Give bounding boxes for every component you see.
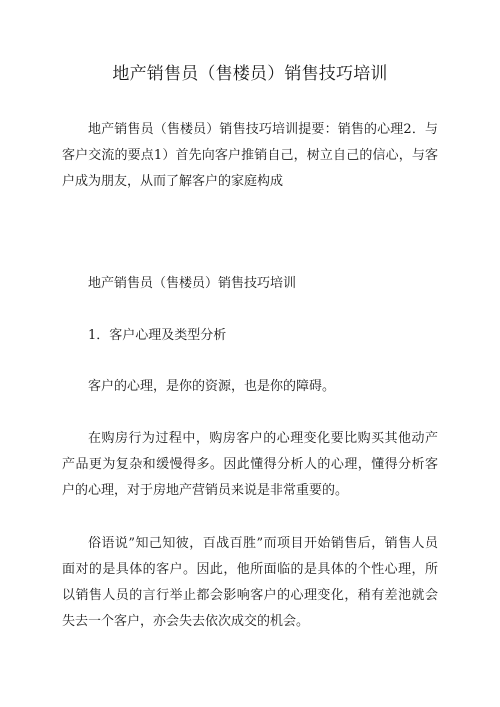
summary-paragraph: 地产销售员（售楼员）销售技巧培训提要：销售的心理2．与客户交流的要点1）首先向客户推销自己，树立自己的信心，与客户成为朋友，从而了解客户的家庭构成 <box>62 122 438 189</box>
body-paragraph: 俗语说”知己知彼，百战百胜”而项目开始销售后，销售人员面对的是具体的客户。因此，他所面临的是具体的个性心理，所以销售人员的言行举止都会影响客户的心理变化，稍有差池就会失去一个客户，亦会失去依次成交的机会。 <box>62 536 438 629</box>
body-paragraph: 在购房行为过程中，购房客户的心理变化要比购买其他动产产品更为复杂和缓慢得多。因此懂得分析人的心理，懂得分析客户的心理，对于房地产营销员来说是非常重要的。 <box>62 431 438 498</box>
body-paragraph: 客户的心理，是你的资源，也是你的障碍。 <box>88 379 336 394</box>
document-title: 地产销售员（售楼员）销售技巧培训 <box>112 64 388 84</box>
subsection-heading: 1．客户心理及类型分析 <box>88 328 227 343</box>
section-heading: 地产销售员（售楼员）销售技巧培训 <box>88 276 297 291</box>
